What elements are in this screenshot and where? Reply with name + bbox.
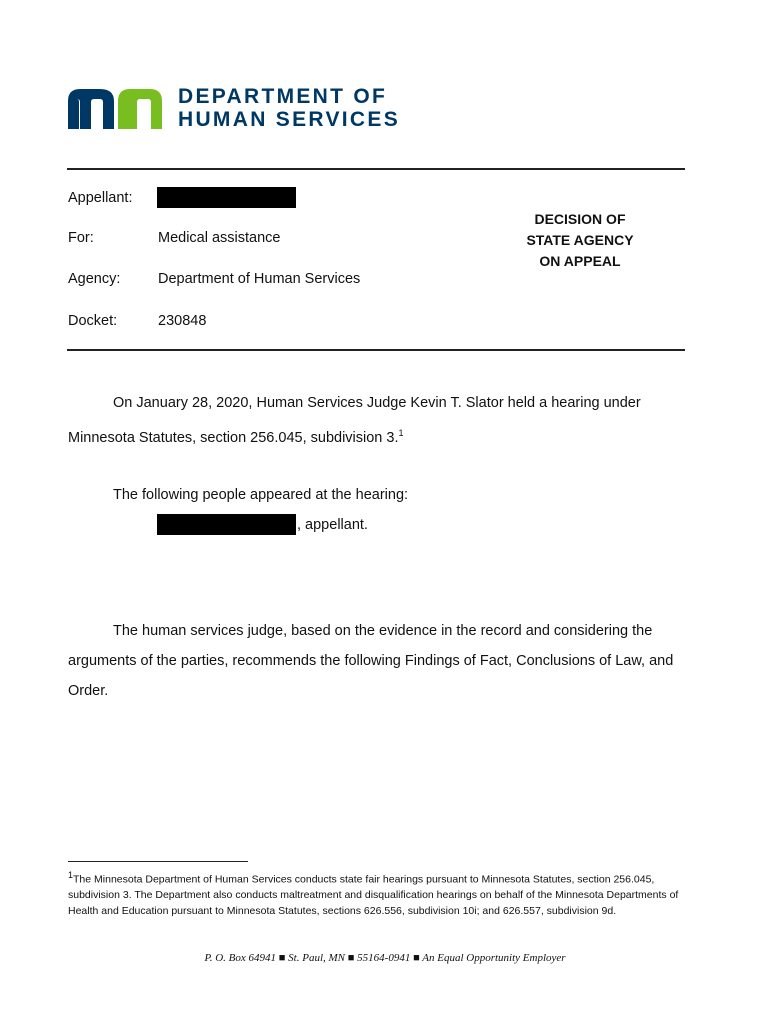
for-value: Medical assistance: [158, 230, 281, 246]
recommendation-paragraph: The human services judge, based on the evidence in the record and considering the arguments of the parties, recommends the following Findings of Fact, Conclusions of Law, and Order.: [68, 623, 674, 699]
mn-logo-mark-icon: [68, 85, 164, 131]
docket-value: 230848: [158, 313, 207, 329]
decision-line-3: ON APPEAL: [539, 253, 621, 269]
hearing-paragraph: [68, 388, 698, 453]
agency-label: Agency:: [68, 271, 121, 287]
caption-top-rule: [67, 168, 685, 170]
footnote: [68, 868, 698, 919]
page-footer: P. O. Box 64941 ■ St. Paul, MN ■ 55164-0941 ■ An Equal Opportunity Employer: [204, 952, 566, 964]
appellant-suffix: , appellant.: [297, 517, 368, 533]
logo-wordmark: [178, 85, 400, 131]
appellant-appearance-redaction: [157, 514, 296, 535]
appellant-name-redaction: [157, 187, 296, 208]
agency-value: Department of Human Services: [158, 271, 361, 287]
decision-line-2: STATE AGENCY: [526, 232, 634, 248]
footnote-text: The Minnesota Department of Human Services conducts state fair hearings pursuant to Minnesota Statutes, section 256.045, subdivision 3. The Department also conducts maltreatment and disqualification hearings on behalf of the Minnesota Departments of Health and Education pursuant to Minnesota Statutes, sections 626.556, subdivision 10i; and 626.557, subdivision 9d.: [68, 873, 679, 917]
decision-heading: [500, 209, 660, 272]
footnote-number: 1: [68, 870, 74, 880]
appellant-label: Appellant:: [68, 190, 133, 206]
caption-bottom-rule: [67, 349, 685, 351]
decision-line-1: DECISION OF: [534, 211, 626, 227]
footnote-ref: 1: [398, 428, 404, 438]
docket-label: Docket:: [68, 313, 118, 329]
dhs-logo: [68, 85, 413, 131]
appearances-heading: The following people appeared at the hearing:: [113, 487, 409, 503]
footnote-rule: [68, 861, 248, 862]
logo-line-1: DEPARTMENT OF: [178, 85, 388, 108]
logo-line-2: HUMAN SERVICES: [178, 108, 401, 131]
hearing-text: On January 28, 2020, Human Services Judge Kevin T. Slator held a hearing under Minnesota Statutes, section 256.045, subdivision 3.: [68, 395, 641, 446]
for-label: For:: [68, 230, 94, 246]
